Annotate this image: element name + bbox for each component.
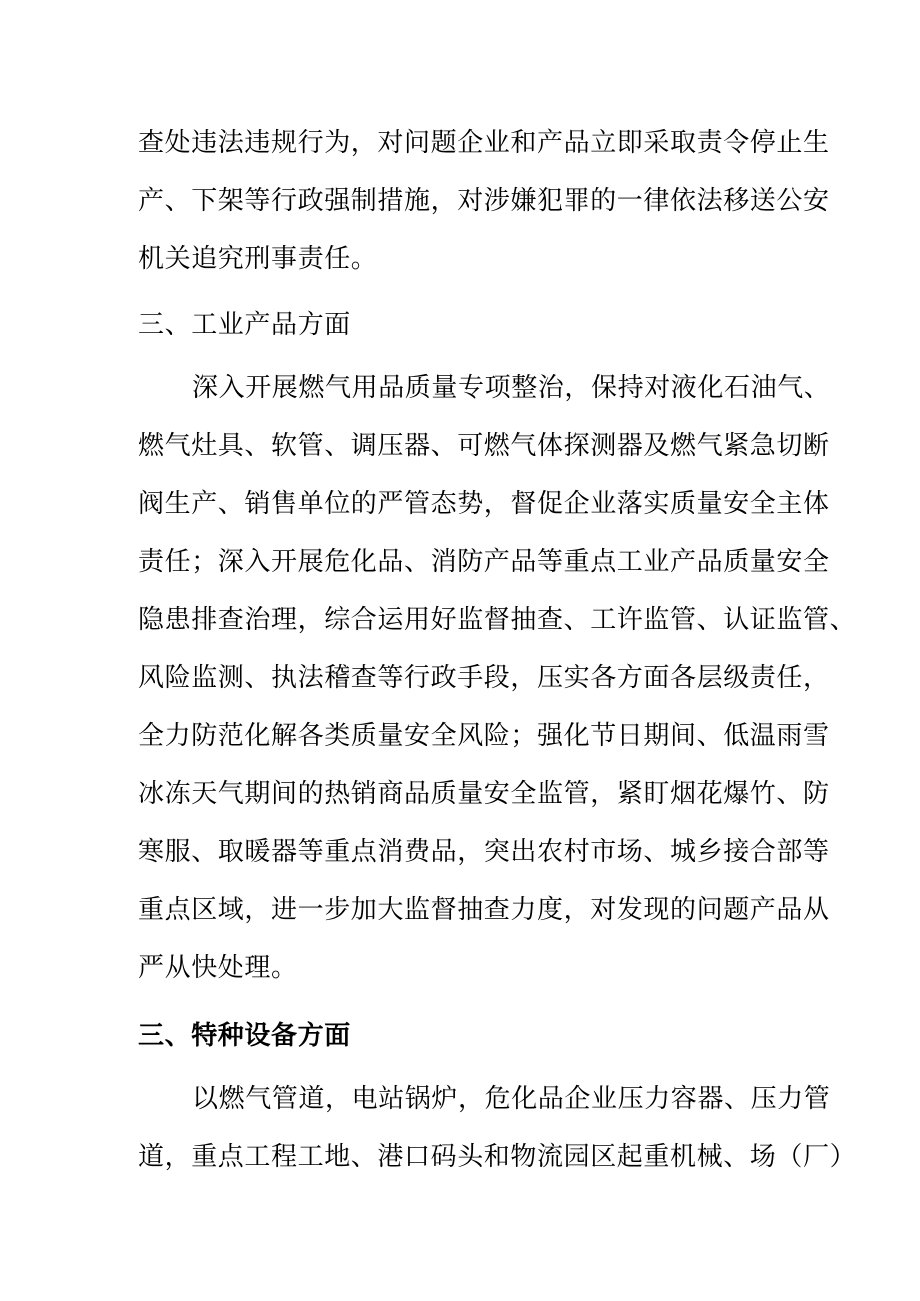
paragraph-line: 重点区域，进一步加大监督抽查力度，对发现的问题产品从 bbox=[138, 895, 830, 925]
paragraph-line: 全力防范化解各类质量安全风险；强化节日期间、低温雨雪 bbox=[138, 721, 830, 751]
paragraph-line: 冰冻天气期间的热销商品质量安全监管，紧盯烟花爆竹、防 bbox=[138, 779, 830, 809]
paragraph-line: 燃气灶具、软管、调压器、可燃气体探测器及燃气紧急切断 bbox=[138, 431, 830, 461]
paragraph-line: 以燃气管道，电站锅炉，危化品企业压力容器、压力管 bbox=[192, 1084, 831, 1114]
paragraph-line: 机关追究刑事责任。 bbox=[138, 244, 378, 274]
paragraph-line: 责任；深入开展危化品、消防产品等重点工业产品质量安全 bbox=[138, 547, 830, 577]
paragraph-line: 道，重点工程工地、港口码头和物流园区起重机械、场（厂） bbox=[138, 1142, 857, 1172]
paragraph-line: 风险监测、执法稽查等行政手段，压实各方面各层级责任， bbox=[138, 663, 830, 693]
paragraph-line: 阀生产、销售单位的严管态势，督促企业落实质量安全主体 bbox=[138, 489, 830, 519]
paragraph-line: 查处违法违规行为，对问题企业和产品立即采取责令停止生 bbox=[138, 128, 830, 158]
paragraph-line: 寒服、取暖器等重点消费品，突出农村市场、城乡接合部等 bbox=[138, 837, 830, 867]
paragraph-line: 隐患排查治理，综合运用好监督抽查、工许监管、认证监管、 bbox=[138, 605, 857, 635]
section-heading-special-equipment: 三、特种设备方面 bbox=[138, 1021, 351, 1051]
paragraph-line: 深入开展燃气用品质量专项整治，保持对液化石油气、 bbox=[192, 373, 831, 403]
paragraph-line: 严从快处理。 bbox=[138, 953, 298, 983]
paragraph-line: 产、下架等行政强制措施，对涉嫌犯罪的一律依法移送公安 bbox=[138, 186, 830, 216]
section-heading-industrial-products: 三、工业产品方面 bbox=[138, 310, 351, 340]
